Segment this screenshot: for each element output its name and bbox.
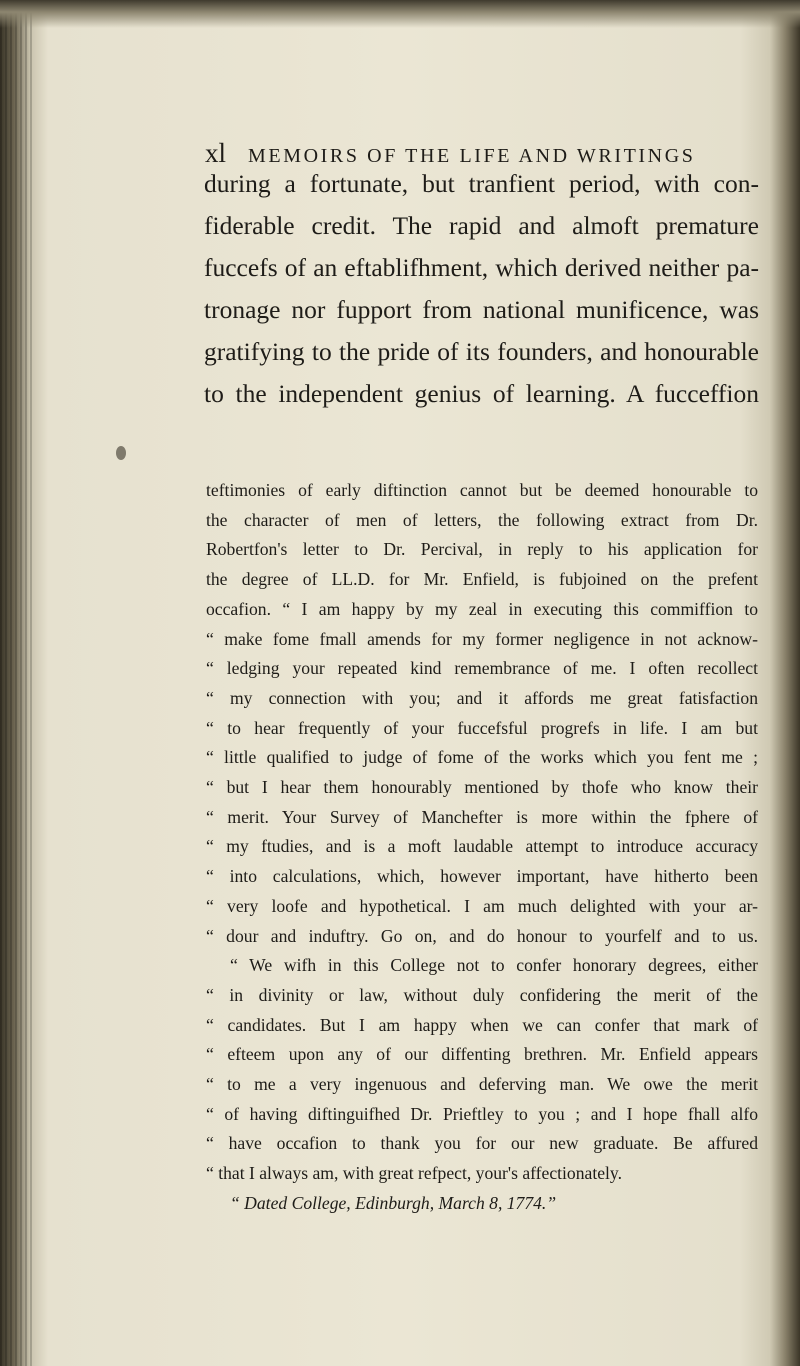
note-line: “ have occafion to thank you for our new graduate. Be affured	[206, 1133, 758, 1154]
note-line: “ my connection with you; and it affords me great fatisfaction	[206, 687, 758, 708]
note-line: “ of having diftinguifhed Dr. Prieftley to you ; and I hope fhall alfo	[206, 1103, 758, 1124]
text-line: fuccefs of an eftablifhment, which derived neither pa-	[204, 253, 759, 282]
text-line: gratifying to the pride of its founders, and honourable	[204, 337, 759, 366]
text-line: during a fortunate, but tranfient period, with con-	[204, 169, 759, 198]
note-line: teftimonies of early diftinction cannot but be deemed honourable to	[206, 480, 758, 500]
note-line: Robertfon's letter to Dr. Percival, in reply to his application for	[206, 539, 758, 560]
note-line: “ to hear frequently of your fuccefsful progrefs in life. I am but	[206, 717, 758, 738]
text-line: fiderable credit. The rapid and almoft premature	[204, 211, 759, 240]
note-line: “ in divinity or law, without duly confidering the merit of the	[206, 984, 758, 1005]
note-line: “ very loofe and hypothetical. I am much delighted with your ar-	[206, 895, 758, 916]
note-line: “ make fome fmall amends for my former negligence in not acknow-	[206, 628, 758, 649]
running-title: MEMOIRS OF THE LIFE AND WRITINGS	[248, 145, 696, 167]
text-line: tronage nor fupport from national munificence, was	[204, 295, 759, 324]
note-line: “ my ftudies, and is a moft laudable attempt to introduce accuracy	[206, 836, 758, 857]
note-line: “ but I hear them honourably mentioned by thofe who know their	[206, 777, 758, 798]
note-line: “ efteem upon any of our diffenting brethren. Mr. Enfield appears	[206, 1044, 758, 1065]
note-line: the degree of LL.D. for Mr. Enfield, is fubjoined on the prefent	[206, 569, 758, 590]
page-number: xl	[205, 138, 227, 168]
note-line: “ ledging your repeated kind remembrance of me. I often recollect	[206, 658, 758, 679]
note-line: “ candidates. But I am happy when we can confer that mark of	[206, 1014, 758, 1035]
note-line: “ dour and induftry. Go on, and do honour to yourfelf and to us.	[206, 925, 758, 946]
note-line: “ merit. Your Survey of Manchefter is more within the fphere of	[206, 806, 758, 827]
footnote	[206, 476, 758, 1219]
note-line: “ that I always am, with great refpect, your's affectionately.	[206, 1163, 622, 1184]
note-dateline-text: “ Dated College, Edinburgh, March 8, 1774.”	[230, 1192, 557, 1213]
text-line: to the independent genius of learning. A fucceffion	[204, 379, 759, 408]
note-line: “ We wifh in this College not to confer honorary degrees, either	[230, 955, 758, 976]
main-text	[204, 163, 759, 415]
note-line: “ to me a very ingenuous and deferving man. We owe the merit	[206, 1074, 758, 1095]
note-line: occafion. “ I am happy by my zeal in executing this commiffion to	[206, 598, 758, 619]
note-line: the character of men of letters, the following extract from Dr.	[206, 509, 758, 530]
note-line: “ into calculations, which, however important, have hitherto been	[206, 866, 758, 887]
note-line: “ little qualified to judge of fome of the works which you fent me ;	[206, 747, 758, 768]
note-dateline	[206, 1189, 758, 1219]
